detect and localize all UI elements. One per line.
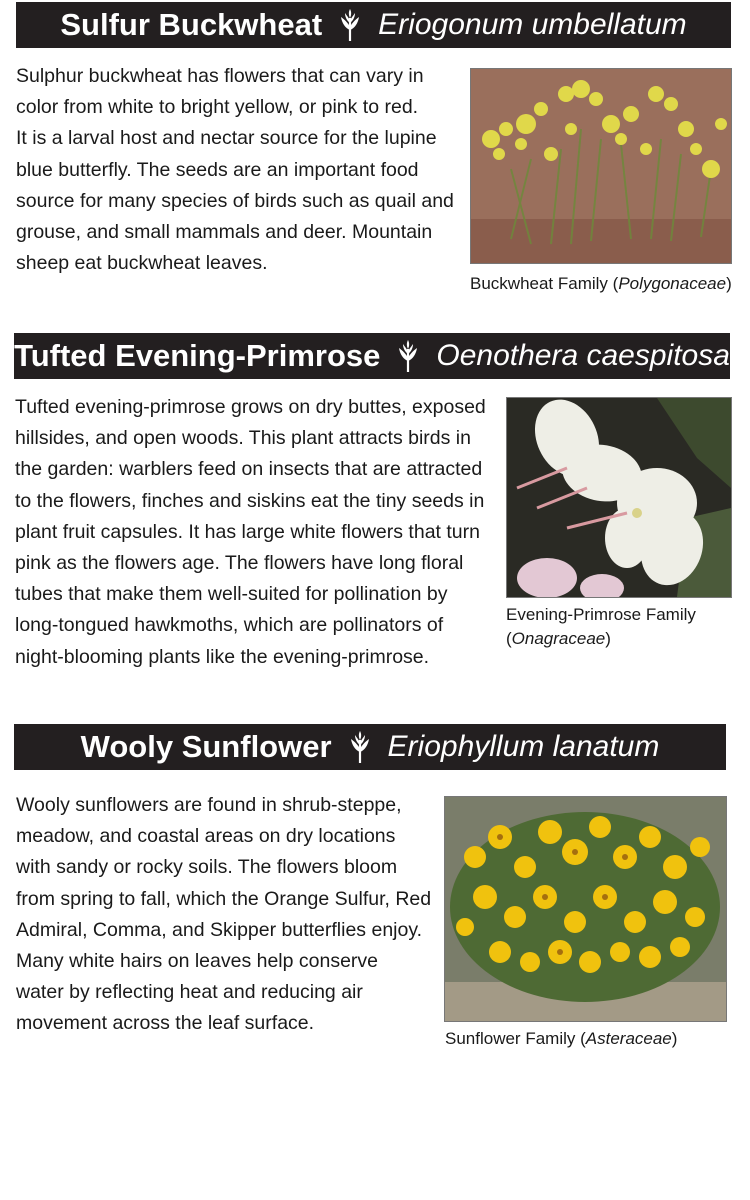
description-line: the garden: warblers feed on insects that are attracted: [15, 458, 483, 481]
family-caption: Buckwheat Family (Polygonaceae): [470, 274, 732, 293]
description-line: water by reflecting heat and reducing air: [16, 981, 363, 1004]
description-line: Sulphur buckwheat has flowers that can vary in: [16, 65, 424, 87]
description-line: It is a larval host and nectar source for the lupine: [16, 127, 437, 150]
description-line: to the flowers, finches and siskins eat the tiny seeds in: [15, 489, 485, 512]
description: [15, 392, 500, 673]
description-line: grouse, and small mammals and deer. Mountain: [16, 221, 433, 244]
common-name: Wooly Sunflower: [80, 729, 332, 764]
scientific-name: Eriophyllum lanatum: [387, 730, 660, 763]
family-name: Asteraceae: [585, 1029, 672, 1048]
description: [16, 790, 441, 1040]
description-line: blue butterfly. The seeds are an important food: [16, 158, 419, 181]
description-line: plant fruit capsules. It has large white flowers that turn: [15, 520, 480, 543]
description-line: long-tongued hawkmoths, which are pollinators of: [15, 614, 444, 637]
plant-photo: [506, 397, 732, 598]
plant-photo: [444, 796, 727, 1022]
description-line: meadow, and coastal areas on dry locations: [16, 825, 396, 848]
section-title-banner: [16, 2, 731, 48]
description-line: hillsides, and open woods. This plant attracts birds in: [15, 427, 471, 450]
description-line: with sandy or rocky soils. The flowers bloom: [16, 856, 398, 879]
leaf-sprig-icon: [396, 339, 420, 373]
plant-photo: [470, 68, 732, 264]
section-title-banner: [14, 724, 726, 770]
family-caption: Sunflower Family (Asteraceae): [445, 1029, 678, 1048]
section-title-banner: [14, 333, 730, 379]
description-line: from spring to fall, which the Orange Sulfur, Red: [16, 887, 432, 910]
scientific-name: Eriogonum umbellatum: [378, 8, 687, 41]
description-line: tubes that make them well-suited for pollination by: [15, 583, 448, 606]
description-line: color from white to bright yellow, or pink to red.: [16, 96, 419, 119]
description-line: source for many species of birds such as quail and: [16, 189, 454, 212]
description: [16, 61, 461, 279]
common-name: Sulfur Buckwheat: [60, 7, 323, 42]
description-line: Wooly sunflowers are found in shrub-steppe,: [16, 794, 402, 816]
description-line: Many white hairs on leaves help conserve: [16, 950, 379, 973]
description-line: Tufted evening-primrose grows on dry buttes, exposed: [15, 396, 486, 418]
description-line: movement across the leaf surface.: [16, 1012, 315, 1035]
caption-line: Evening-Primrose Family: [506, 605, 696, 624]
family-name: Polygonaceae: [618, 274, 727, 293]
scientific-name: Oenothera caespitosa: [436, 339, 730, 372]
description-line: pink as the flowers age. The flowers have long floral: [15, 552, 464, 575]
leaf-sprig-icon: [338, 8, 362, 42]
description-line: Admiral, Comma, and Skipper butterflies enjoy.: [16, 918, 423, 941]
caption-line: (Onagraceae): [506, 629, 611, 648]
description-line: night-blooming plants like the evening-primrose.: [15, 645, 430, 668]
leaf-sprig-icon: [348, 730, 372, 764]
common-name: Tufted Evening-Primrose: [14, 338, 381, 373]
description-line: sheep eat buckwheat leaves.: [16, 252, 268, 275]
family-name: Onagraceae: [511, 629, 606, 648]
family-caption: [506, 603, 746, 651]
